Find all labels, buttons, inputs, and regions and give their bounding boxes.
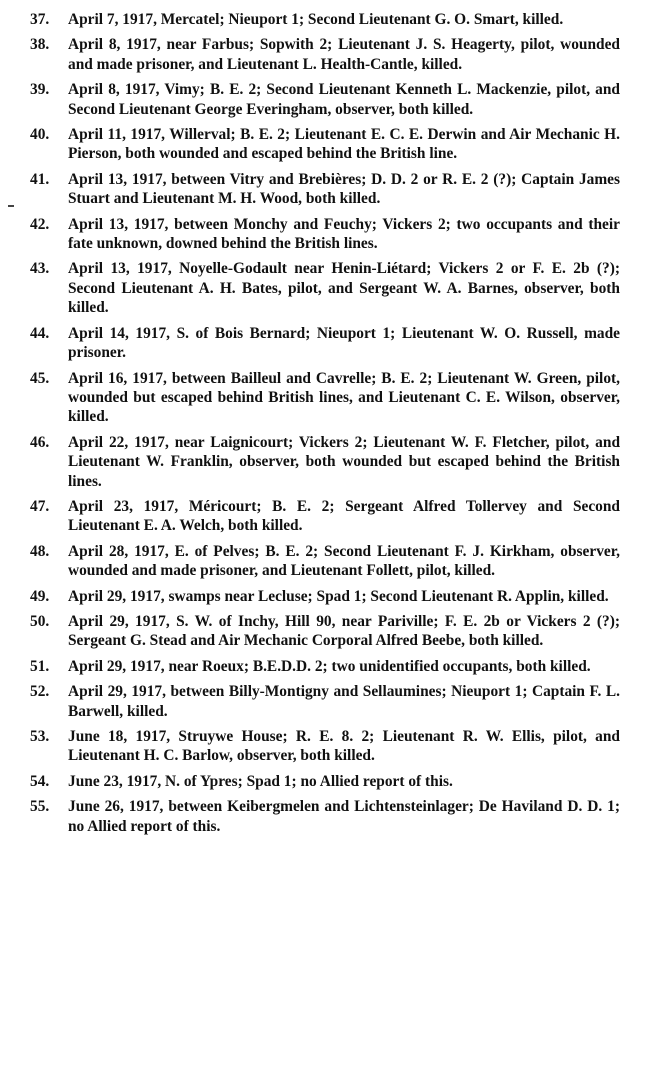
entry-text: April 13, 1917, Noyelle-Godault near Henin-Liétard; Vickers 2 or F. E. 2b (?); Second Lieutenant A. H. Bates, pilot, and Sergeant W. A. Barnes, observer, both killed. — [68, 260, 620, 317]
list-item — [30, 612, 620, 651]
list-item — [30, 10, 620, 29]
list-item — [30, 587, 620, 606]
entry-text: April 13, 1917, between Vitry and Brebières; D. D. 2 or R. E. 2 (?); Captain James Stuart and Lieutenant M. H. Wood, both killed. — [68, 170, 620, 208]
entry-text: April 13, 1917, between Monchy and Feuchy; Vickers 2; two occupants and their fate unknown, downed behind the British lines. — [68, 215, 620, 253]
entry-number: 48. — [30, 542, 50, 560]
entry-number: 44. — [30, 324, 50, 342]
entry-number: 50. — [30, 612, 50, 630]
entry-text: June 26, 1917, between Keibergmelen and Lichtensteinlager; De Haviland D. D. 1; no Allied report of this. — [68, 798, 620, 835]
list-item — [30, 215, 620, 254]
entry-text: April 29, 1917, S. W. of Inchy, Hill 90, near Pariville; F. E. 2b or Vickers 2 (?); Sergeant G. Stead and Air Mechanic Corporal Alfred Beebe, both killed. — [68, 612, 620, 650]
list-item — [30, 682, 620, 721]
margin-mark — [8, 205, 14, 207]
entry-number: 52. — [30, 683, 50, 701]
list-item — [30, 727, 620, 766]
list-item — [30, 170, 620, 209]
entry-text: June 23, 1917, N. of Ypres; Spad 1; no Allied report of this. — [68, 772, 453, 790]
list-item — [30, 35, 620, 74]
entry-text: April 11, 1917, Willerval; B. E. 2; Lieutenant E. C. E. Derwin and Air Mechanic H. Pierson, both wounded and escaped behind the British line. — [68, 126, 620, 163]
list-item — [30, 497, 620, 536]
entry-text: April 23, 1917, Méricourt; B. E. 2; Sergeant Alfred Tollervey and Second Lieutenant E. A. Welch, both killed. — [68, 497, 620, 535]
list-item — [30, 369, 620, 427]
entry-text: April 8, 1917, Vimy; B. E. 2; Second Lieutenant Kenneth L. Mackenzie, pilot, and Second Lieutenant George Everingham, observer, both killed. — [68, 81, 620, 118]
entry-number: 42. — [30, 215, 50, 233]
entry-number: 37. — [30, 11, 50, 28]
list-item — [30, 433, 620, 491]
entry-text: June 18, 1917, Struywe House; R. E. 8. 2; Lieutenant R. W. Ellis, pilot, and Lieutenant H. C. Barlow, observer, both killed. — [68, 728, 620, 765]
entry-list — [30, 10, 620, 836]
list-item — [30, 80, 620, 119]
entry-number: 49. — [30, 587, 50, 605]
entry-number: 43. — [30, 260, 50, 278]
entry-text: April 28, 1917, E. of Pelves; B. E. 2; Second Lieutenant F. J. Kirkham, observer, wounded and made prisoner, and Lieutenant Follett, pilot, killed. — [68, 542, 620, 580]
entry-number: 47. — [30, 497, 50, 515]
entry-number: 51. — [30, 657, 50, 675]
entry-text: April 29, 1917, swamps near Lecluse; Spad 1; Second Lieutenant R. Applin, killed. — [68, 587, 609, 605]
entry-number: 46. — [30, 433, 50, 451]
list-item — [30, 657, 620, 676]
entry-number: 38. — [30, 36, 50, 54]
entry-text: April 7, 1917, Mercatel; Nieuport 1; Second Lieutenant G. O. Smart, killed. — [68, 11, 564, 28]
entry-number: 41. — [30, 170, 50, 188]
list-item — [30, 324, 620, 363]
entry-text: April 22, 1917, near Laignicourt; Vickers 2; Lieutenant W. F. Fletcher, pilot, and Lieutenant W. Franklin, observer, both wounded but escaped behind the British lines. — [68, 433, 620, 490]
list-item — [30, 259, 620, 317]
entry-number: 53. — [30, 728, 50, 745]
entry-text: April 29, 1917, near Roeux; B.E.D.D. 2; two unidentified occupants, both killed. — [68, 657, 591, 675]
entry-text: April 14, 1917, S. of Bois Bernard; Nieuport 1; Lieutenant W. O. Russell, made prisoner. — [68, 324, 620, 362]
entry-number: 54. — [30, 772, 50, 790]
entry-text: April 29, 1917, between Billy-Montigny and Sellaumines; Nieuport 1; Captain F. L. Barwell, killed. — [68, 683, 620, 720]
list-item — [30, 542, 620, 581]
entry-number: 45. — [30, 369, 50, 387]
entry-number: 55. — [30, 798, 50, 816]
list-item — [30, 797, 620, 836]
entry-text: April 8, 1917, near Farbus; Sopwith 2; Lieutenant J. S. Heagerty, pilot, wounded and made prisoner, and Lieutenant L. Health-Cantle, killed. — [68, 36, 620, 73]
list-item — [30, 125, 620, 164]
list-item — [30, 772, 620, 791]
entry-number: 40. — [30, 126, 50, 144]
entry-text: April 16, 1917, between Bailleul and Cavrelle; B. E. 2; Lieutenant W. Green, pilot, wounded but escaped behind British lines, and Lieutenant C. E. Wilson, observer, killed. — [68, 369, 620, 426]
entry-number: 39. — [30, 81, 50, 99]
